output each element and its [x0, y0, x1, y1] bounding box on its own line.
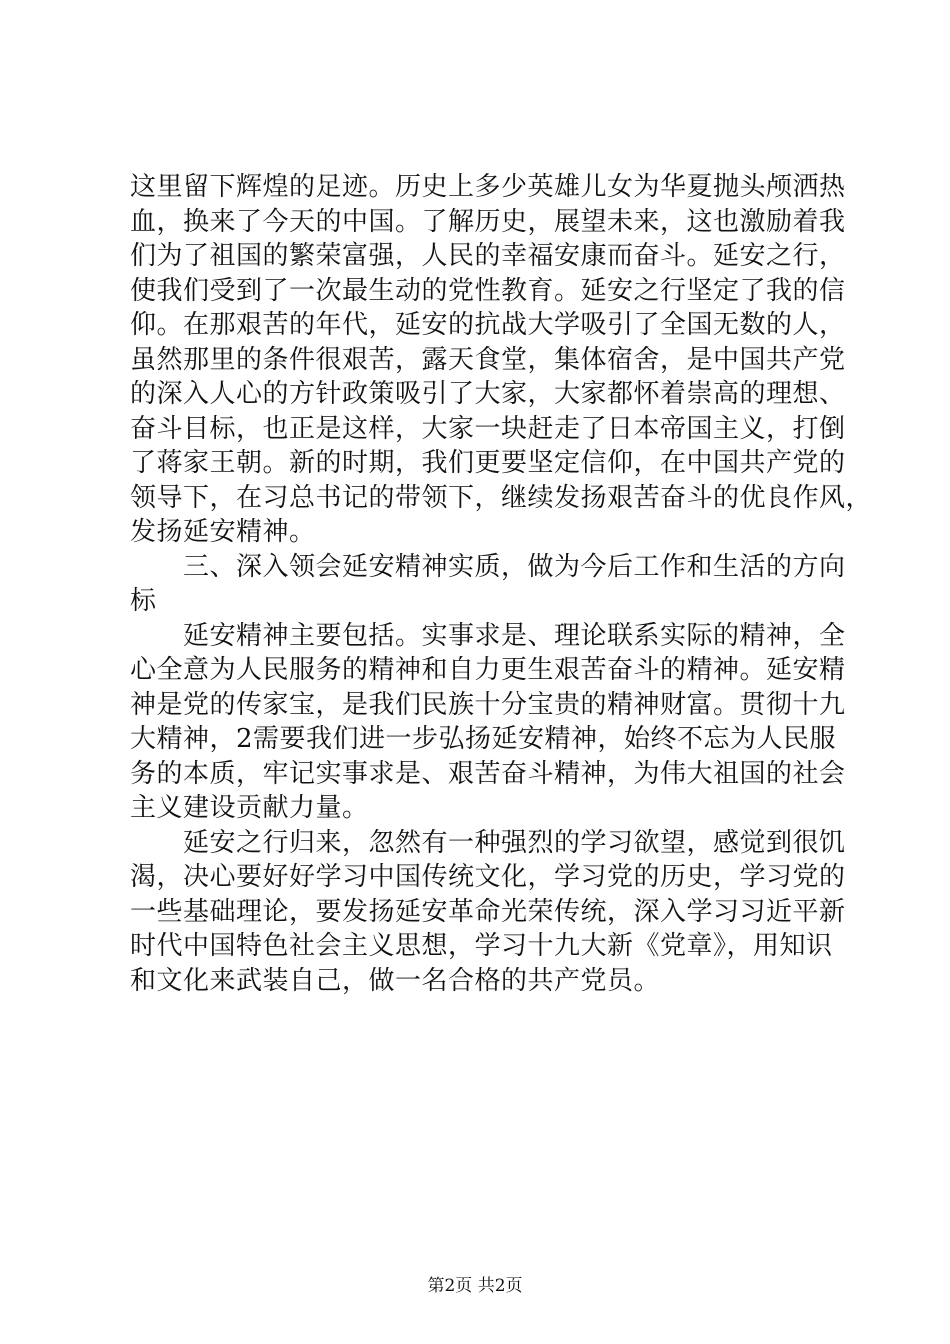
section-heading-line: 三、深入领会延安精神实质，做为今后工作和生活的方向: [130, 551, 846, 582]
text-line: 心全意为人民服务的精神和自力更生艰苦奋斗的精神。延安精: [130, 655, 846, 685]
text-line: 延安精神主要包括。实事求是、理论联系实际的精神，全: [130, 620, 846, 651]
text-line: 使我们受到了一次最生动的党性教育。延安之行坚定了我的信: [130, 275, 846, 306]
text-line: 的深入人心的方针政策吸引了大家，大家都怀着崇高的理想、: [130, 379, 846, 409]
text-line: 这里留下辉煌的足迹。历史上多少英雄儿女为华夏抛头颅洒热: [130, 172, 846, 202]
text-line: 延安之行归来，忽然有一种强烈的学习欲望，感觉到很饥: [130, 827, 846, 858]
text-line: 仰。在那艰苦的年代，延安的抗战大学吸引了全国无数的人，: [130, 310, 846, 340]
text-line: 时代中国特色社会主义思想，学习十九大新《党章》，用知识: [130, 931, 833, 961]
text-line: 主义建设贡献力量。: [130, 793, 369, 823]
page-number-footer: 第2页 共2页: [427, 1276, 523, 1296]
text-line: 发扬延安精神。: [130, 517, 316, 547]
document-body: [130, 170, 873, 998]
text-line: 领导下，在习总书记的带领下，继续发扬艰苦奋斗的优良作风，: [130, 482, 873, 513]
text-line: 一些基础理论，要发扬延安革命光荣传统，深入学习习近平新: [130, 896, 846, 927]
text-line: 渴，决心要好好学习中国传统文化，学习党的历史，学习党的: [130, 862, 846, 892]
section-heading-line: 标: [130, 586, 157, 616]
text-line: 们为了祖国的繁荣富强，人民的幸福安康而奋斗。延安之行，: [130, 241, 846, 271]
text-line: 了蒋家王朝。新的时期，我们更要坚定信仰，在中国共产党的: [130, 448, 846, 478]
text-line: 大精神，2需要我们进一步弘扬延安精神，始终不忘为人民服: [130, 724, 837, 754]
text-line: 虽然那里的条件很艰苦，露天食堂，集体宿舍，是中国共产党: [130, 344, 846, 375]
text-line: 神是党的传家宝，是我们民族十分宝贵的精神财富。贯彻十九: [130, 689, 846, 720]
text-line: 血，换来了今天的中国。了解历史，展望未来，这也激励着我: [130, 206, 846, 237]
text-line: 务的本质，牢记实事求是、艰苦奋斗精神，为伟大祖国的社会: [130, 758, 846, 789]
text-line: 奋斗目标，也正是这样，大家一块赶走了日本帝国主义，打倒: [130, 413, 846, 444]
text-line: 和文化来武装自己，做一名合格的共产党员。: [130, 965, 661, 996]
